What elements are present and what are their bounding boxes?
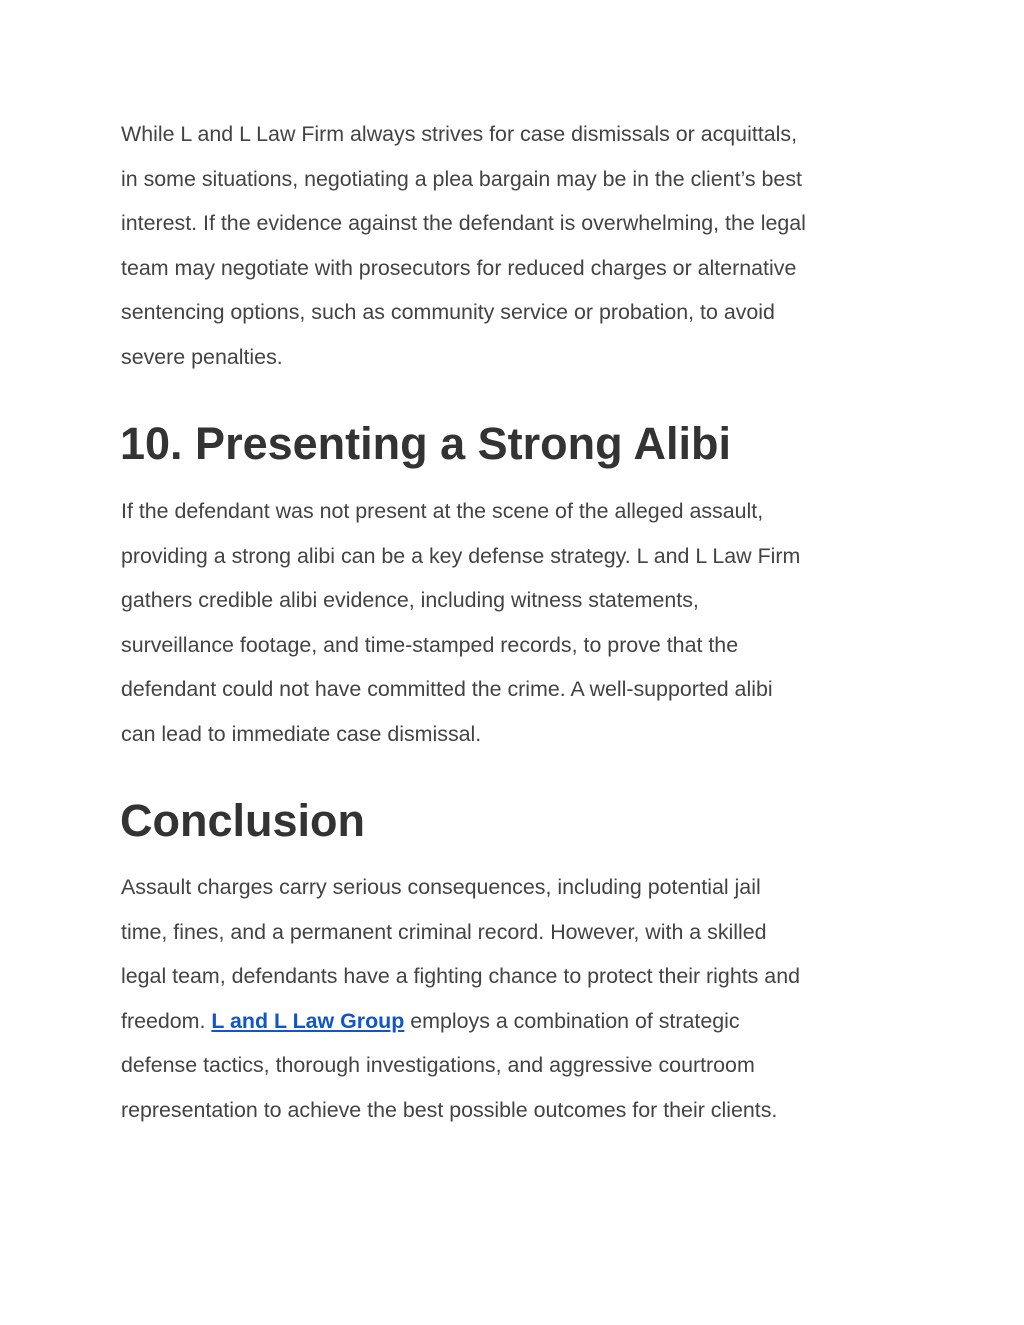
paragraph-line: time, fines, and a permanent criminal record. However, with a skilled (121, 919, 767, 944)
link-line-before: freedom. (121, 1008, 212, 1033)
intro-paragraph (121, 112, 911, 380)
conclusion-paragraph (121, 865, 911, 1133)
paragraph-line: sentencing options, such as community service or probation, to avoid (121, 300, 775, 325)
conclusion-heading: Conclusion (120, 795, 365, 846)
paragraph-line-with-link (121, 999, 911, 1044)
paragraph-line: providing a strong alibi can be a key defense strategy. L and L Law Firm (121, 543, 801, 568)
paragraph-line: If the defendant was not present at the scene of the alleged assault, (121, 499, 764, 523)
paragraph-line: severe penalties. (121, 344, 283, 369)
paragraph-line: team may negotiate with prosecutors for reduced charges or alternative (121, 255, 797, 280)
alibi-heading: 10. Presenting a Strong Alibi (120, 418, 731, 469)
alibi-paragraph (121, 489, 911, 757)
paragraph-line: defense tactics, thorough investigations, and aggressive courtroom (121, 1053, 755, 1078)
paragraph-line: While L and L Law Firm always strives for case dismissals or acquittals, (121, 122, 798, 146)
paragraph-line: can lead to immediate case dismissal. (121, 721, 482, 746)
law-group-link[interactable]: L and L Law Group (211, 1008, 405, 1033)
paragraph-line: defendant could not have committed the crime. A well-supported alibi (121, 677, 773, 702)
paragraph-line: in some situations, negotiating a plea bargain may be in the client’s best (121, 166, 802, 191)
paragraph-line: gathers credible alibi evidence, including witness statements, (121, 588, 699, 613)
paragraph-line: representation to achieve the best possible outcomes for their clients. (121, 1097, 778, 1122)
paragraph-line: interest. If the evidence against the defendant is overwhelming, the legal (121, 211, 806, 236)
paragraph-line: surveillance footage, and time-stamped records, to prove that the (121, 632, 739, 657)
paragraph-line: legal team, defendants have a fighting chance to protect their rights and (121, 964, 800, 989)
paragraph-line: Assault charges carry serious consequences, including potential jail (121, 875, 761, 899)
link-line-after: employs a combination of strategic (404, 1008, 740, 1033)
